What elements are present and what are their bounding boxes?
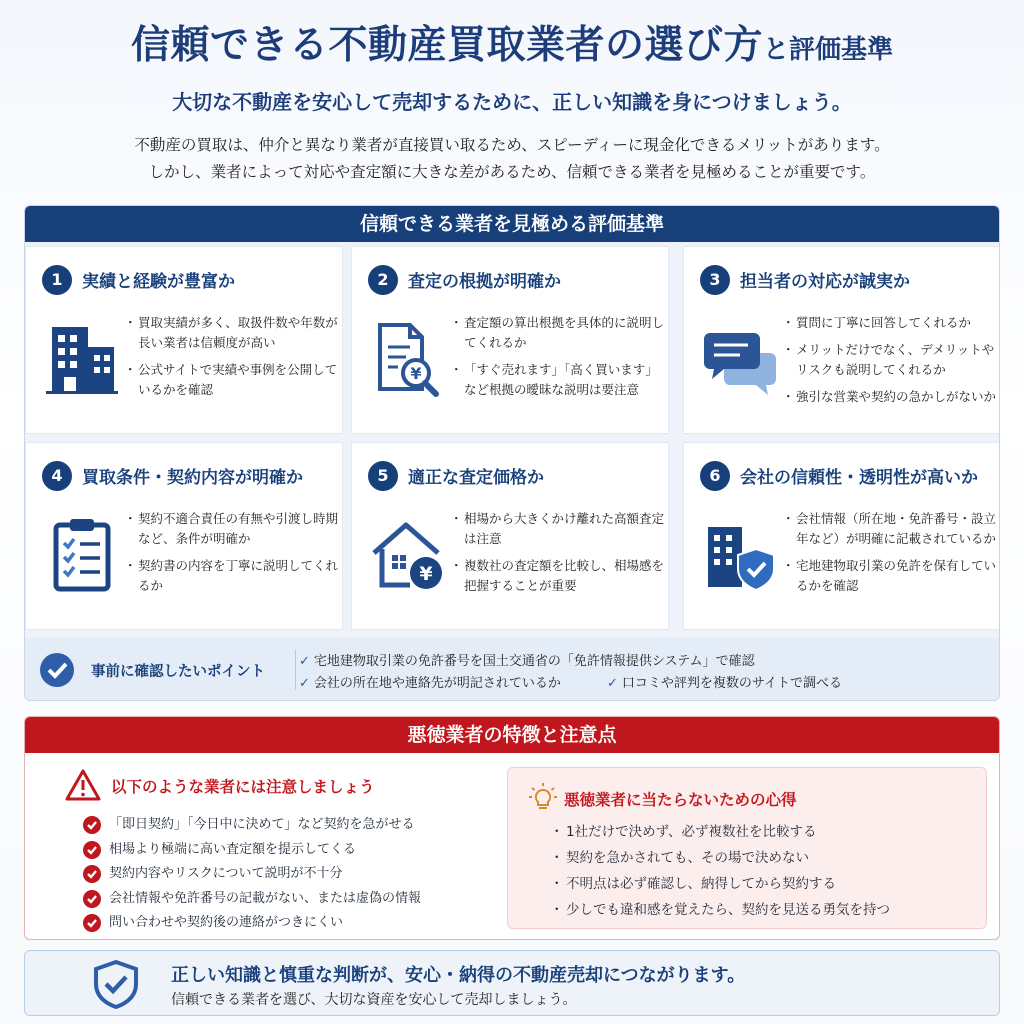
- clipboard-checklist-icon: [42, 515, 122, 595]
- check-point-item: ✓ 宅地建物取引業の免許番号を国土交通省の「免許情報提供システム」で確認: [299, 654, 755, 669]
- card-number: 5: [368, 461, 398, 491]
- card-number: 1: [42, 265, 72, 295]
- card-title: 適正な査定価格か: [408, 468, 544, 488]
- check-badge-icon: [83, 816, 101, 834]
- card-point: ・ 強引な営業や契約の急かしがないか: [784, 387, 996, 407]
- chat-bubbles-icon: [700, 319, 780, 399]
- check-points-bar: [25, 638, 1000, 701]
- warning-section: [24, 716, 1000, 940]
- card-points: [784, 509, 996, 603]
- checkmark-icon: ✓: [607, 676, 618, 691]
- check-badge-icon: [83, 890, 101, 908]
- check-badge-icon: [83, 865, 101, 883]
- checkmark-icon: ✓: [299, 654, 310, 669]
- check-badge-icon: [83, 841, 101, 859]
- check-points-label: 事前に確認したいポイント: [91, 664, 265, 680]
- divider: [295, 650, 296, 690]
- warning-list: [65, 815, 495, 938]
- check-point-item: ✓ 口コミや評判を複数のサイトで調べる: [607, 676, 842, 691]
- card-points: [126, 509, 338, 603]
- criteria-heading: 信頼できる業者を見極める評価基準: [25, 206, 999, 242]
- card-point: ・ 複数社の査定額を比較し、相場感を把握することが重要: [452, 556, 664, 596]
- card-point: ・ 会社情報（所在地・免許番号・設立年など）が明確に記載されているか: [784, 509, 996, 549]
- card-number: 2: [368, 265, 398, 295]
- check-point-item: ✓ 会社の所在地や連絡先が明記されているか: [299, 676, 561, 691]
- card-point: ・ 相場から大きくかけ離れた高額査定は注意: [452, 509, 664, 549]
- card-points: [784, 313, 996, 414]
- card-point: ・ 「すぐ売れます」「高く買います」など根拠の曖昧な説明は要注意: [452, 360, 664, 400]
- lightbulb-icon: [528, 782, 558, 812]
- card-points: [452, 313, 664, 407]
- card-title: 買取条件・契約内容が明確か: [82, 468, 303, 488]
- card-point: ・ 公式サイトで実績や事例を公開しているかを確認: [126, 360, 338, 400]
- warning-item: 相場より極端に高い査定額を提示してくる: [83, 840, 495, 865]
- warning-item: 問い合わせや契約後の連絡がつきにくい: [83, 913, 495, 938]
- criteria-card-5: [351, 442, 669, 630]
- intro-line-2: しかし、業者によって対応や査定額に大きな差があるため、信頼できる業者を見極めることが重要です。: [148, 163, 876, 181]
- check-badge-icon: [83, 914, 101, 932]
- footer-banner: [24, 950, 1000, 1016]
- card-point: ・ メリットだけでなく、デメリットやリスクも説明してくれるか: [784, 340, 996, 380]
- warning-triangle-icon: [65, 769, 101, 801]
- tips-list: [554, 822, 890, 926]
- criteria-card-6: [683, 442, 1000, 630]
- criteria-card-1: [25, 246, 343, 434]
- card-title: 担当者の対応が誠実か: [740, 272, 910, 292]
- tips-panel: 悪徳業者に当たらないための心得 ・ 1社だけで決めず、必ず複数社を比較する ・ 契約を急かされても、その場で決めない ・ 不明点は必ず確認し、納得してから契約する ・ 少しでも違和感を覚えたら、契約を見送る勇気を持つ: [507, 767, 987, 929]
- card-point: ・ 契約書の内容を丁寧に説明してくれるか: [126, 556, 338, 596]
- page-subtitle: 大切な不動産を安心して売却するために、正しい知識を身につけましょう。: [172, 90, 852, 114]
- card-point: ・ 質問に丁寧に回答してくれるか: [784, 313, 996, 333]
- building-icon: [42, 319, 122, 399]
- page-title-tail: と評価基準: [763, 35, 894, 65]
- shield-check-icon: [91, 959, 141, 1009]
- card-number: 6: [700, 461, 730, 491]
- house-yen-icon: [368, 515, 448, 595]
- footer-sub-text: 信頼できる業者を選び、大切な資産を安心して売却しましょう。: [171, 992, 577, 1008]
- tip-item: ・ 契約を急かされても、その場で決めない: [554, 848, 890, 874]
- warning-item: 会社情報や免許番号の記載がない、または虚偽の情報: [83, 889, 495, 914]
- card-point: ・ 契約不適合責任の有無や引渡し時期など、条件が明確か: [126, 509, 338, 549]
- card-title: 実績と経験が豊富か: [82, 272, 235, 292]
- check-circle-icon: [39, 652, 75, 688]
- card-points: [126, 313, 338, 407]
- card-number: 3: [700, 265, 730, 295]
- card-title: 会社の信頼性・透明性が高いか: [740, 468, 978, 488]
- tip-item: ・ 少しでも違和感を覚えたら、契約を見送る勇気を持つ: [554, 900, 890, 926]
- card-point: ・ 宅地建物取引業の免許を保有しているかを確認: [784, 556, 996, 596]
- footer-main-text: 正しい知識と慎重な判断が、安心・納得の不動産売却につながります。: [171, 965, 746, 986]
- warning-list-panel: [65, 769, 495, 938]
- page-title-main: 信頼できる不動産買取業者の選び方: [130, 23, 763, 68]
- warning-heading: 悪徳業者の特徴と注意点: [25, 717, 999, 753]
- card-point: ・ 査定額の算出根拠を具体的に説明してくれるか: [452, 313, 664, 353]
- intro-text: [0, 132, 1024, 186]
- warning-list-title: 以下のような業者には注意しましょう: [65, 769, 495, 801]
- svg-text:¥: ¥: [410, 364, 422, 383]
- document-yen-magnifier-icon: [368, 319, 448, 399]
- criteria-section: [24, 205, 1000, 701]
- svg-text:¥: ¥: [419, 563, 433, 585]
- tip-item: ・ 不明点は必ず確認し、納得してから契約する: [554, 874, 890, 900]
- checkmark-icon: ✓: [299, 676, 310, 691]
- criteria-card-3: [683, 246, 1000, 434]
- card-points: [452, 509, 664, 603]
- intro-line-1: 不動産の買取は、仲介と異なり業者が直接買い取るため、スピーディーに現金化できるメリットがあります。: [134, 136, 890, 154]
- criteria-card-2: [351, 246, 669, 434]
- criteria-card-4: [25, 442, 343, 630]
- card-point: ・ 買取実績が多く、取扱件数や年数が長い業者は信頼度が高い: [126, 313, 338, 353]
- building-shield-icon: [700, 515, 780, 595]
- page-title: [0, 14, 1024, 70]
- card-title: 査定の根拠が明確か: [408, 272, 561, 292]
- warning-item: 契約内容やリスクについて説明が不十分: [83, 864, 495, 889]
- warning-item: 「即日契約」「今日中に決めて」など契約を急がせる: [83, 815, 495, 840]
- tip-item: ・ 1社だけで決めず、必ず複数社を比較する: [554, 822, 890, 848]
- card-number: 4: [42, 461, 72, 491]
